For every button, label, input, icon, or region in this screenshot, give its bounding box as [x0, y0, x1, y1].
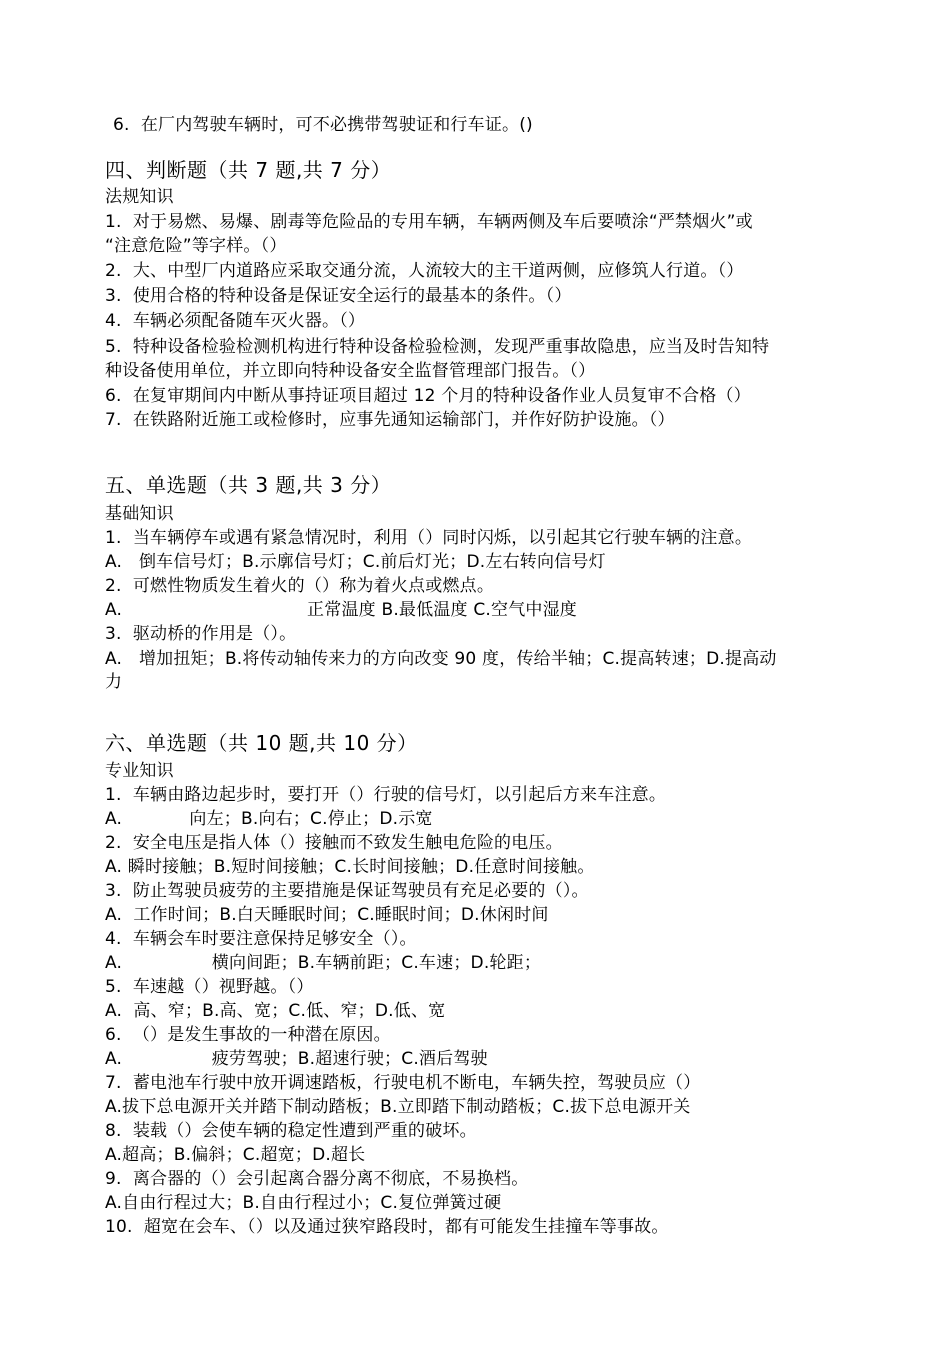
list-item: 7. 在铁路附近施工或检修时，应事先通知运输部门，并作好防护设施。（）: [105, 410, 675, 430]
list-item: 种设备使用单位，并立即向特种设备安全监督管理部门报告。（）: [105, 361, 596, 381]
list-item: 8. 装载（）会使车辆的稳定性遭到严重的破坏。: [105, 1121, 477, 1141]
list-item: A.超高；B.偏斜；C.超宽；D.超长: [105, 1145, 366, 1165]
list-item: A. 疲劳驾驶；B.超速行驶；C.酒后驾驶: [105, 1049, 488, 1069]
list-item: 1. 对于易燃、易爆、剧毒等危险品的专用车辆，车辆两侧及车后要喷涂“严禁烟火”或: [105, 212, 753, 232]
section-4-subheading: 法规知识: [105, 187, 174, 207]
list-item: 2. 可燃性物质发生着火的（）称为着火点或燃点。: [105, 576, 495, 596]
list-item: A.自由行程过大；B.自由行程过小；C.复位弹簧过硬: [105, 1193, 502, 1213]
list-item: A.拔下总电源开关并踏下制动踏板；B.立即踏下制动踏板；C.拔下总电源开关: [105, 1097, 691, 1117]
list-item: A. 增加扭矩；B.将传动轴传来力的方向改变 90 度，传给半轴；C.提高转速；D.提高动: [105, 649, 777, 669]
list-item: A. 高、窄；B.高、宽；C.低、窄；D.低、宽: [105, 1001, 446, 1021]
section-4-heading: 四、判断题（共 7 题,共 7 分）: [105, 158, 392, 182]
list-item: A. 正常温度 B.最低温度 C.空气中湿度: [105, 600, 578, 620]
list-item: 2. 大、中型厂内道路应采取交通分流，人流较大的主干道两侧，应修筑人行道。（）: [105, 261, 744, 281]
list-item: 10. 超宽在会车、（）以及通过狭窄路段时，都有可能发生挂撞车等事故。: [105, 1217, 669, 1237]
section-5-heading: 五、单选题（共 3 题,共 3 分）: [105, 473, 392, 497]
list-item: 9. 离合器的（）会引起离合器分离不彻底，不易换档。: [105, 1169, 529, 1189]
section-6-subheading: 专业知识: [105, 761, 174, 781]
list-item: 4. 车辆必须配备随车灭火器。（）: [105, 311, 366, 331]
list-item: 3. 防止驾驶员疲劳的主要措施是保证驾驶员有充足必要的（）。: [105, 881, 589, 901]
list-item: 1. 当车辆停车或遇有紧急情况时，利用（）同时闪烁，以引起其它行驶车辆的注意。: [105, 528, 753, 548]
list-item: 5. 车速越（）视野越。（）: [105, 977, 314, 997]
question-6-top: 6. 在厂内驾驶车辆时，可不必携带驾驶证和行车证。(): [113, 115, 533, 135]
list-item: A. 倒车信号灯；B.示廓信号灯；C.前后灯光；D.左右转向信号灯: [105, 552, 606, 572]
list-item: 7. 蓄电池车行驶中放开调速踏板，行驶电机不断电，车辆失控，驾驶员应（）: [105, 1073, 701, 1093]
list-item: 2. 安全电压是指人体（）接触而不致发生触电危险的电压。: [105, 833, 563, 853]
list-item: 3. 驱动桥的作用是（）。: [105, 624, 297, 644]
section-6-heading: 六、单选题（共 10 题,共 10 分）: [105, 731, 418, 755]
list-item: “注意危险”等字样。（）: [105, 236, 287, 256]
list-item: A. 工作时间；B.白天睡眠时间；C.睡眠时间；D.休闲时间: [105, 905, 549, 925]
list-item: 1. 车辆由路边起步时，要打开（）行驶的信号灯，以引起后方来车注意。: [105, 785, 667, 805]
list-item: 4. 车辆会车时要注意保持足够安全（）。: [105, 929, 417, 949]
list-item: A. 向左；B.向右；C.停止；D.示宽: [105, 809, 433, 829]
list-item: 6. （）是发生事故的一种潜在原因。: [105, 1025, 391, 1045]
list-item: 3. 使用合格的特种设备是保证安全运行的最基本的条件。（）: [105, 286, 572, 306]
list-item: A. 横向间距；B.车辆前距；C.车速；D.轮距；: [105, 953, 542, 973]
section-5-subheading: 基础知识: [105, 504, 174, 524]
list-item: 力: [105, 672, 123, 692]
list-item: A. 瞬时接触；B.短时间接触；C.长时间接触；D.任意时间接触。: [105, 857, 595, 877]
list-item: 5. 特种设备检验检测机构进行特种设备检验检测，发现严重事故隐患，应当及时告知特: [105, 337, 770, 357]
list-item: 6. 在复审期间内中断从事持证项目超过 12 个月的特种设备作业人员复审不合格（）: [105, 386, 751, 406]
